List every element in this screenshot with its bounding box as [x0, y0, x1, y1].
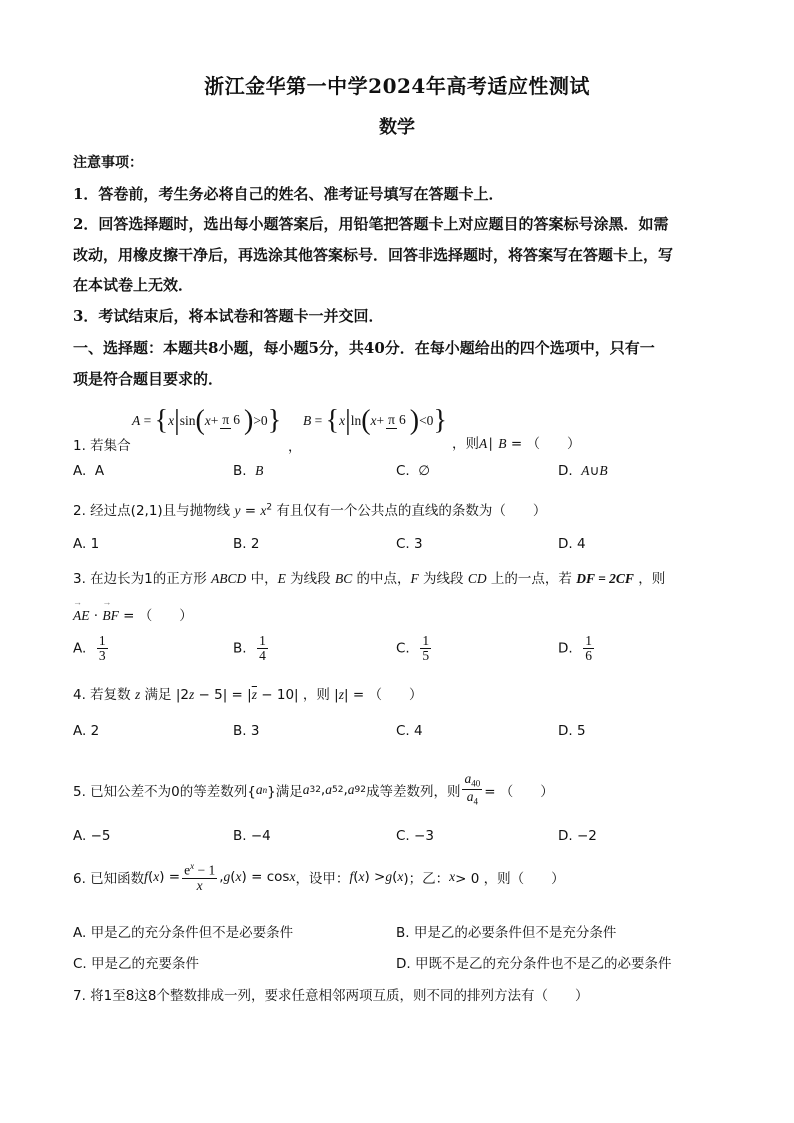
q4-option-b[interactable]: B. 3: [233, 723, 260, 739]
q1-option-c[interactable]: C. ∅: [396, 463, 431, 479]
note-2-line-1: 2．回答选择题时，选出每小题答案后，用铅笔把答题卡上对应题目的答案标号涂黑．如需: [73, 215, 669, 233]
q1-option-a[interactable]: A. A: [73, 463, 105, 479]
q3-option-d[interactable]: D. $\frac{1}{6}$: [558, 633, 593, 664]
question-1-prefix: 1. 若集合: [73, 438, 131, 454]
note-1: 1．答卷前，考生务必将自己的姓名、准考证号填写在答题卡上．: [73, 185, 504, 203]
question-4-stem: 4. 若复数 z 满足 $|2z - 5| = |\overline{z} - 10|$ ，则 |z| = （ ）: [73, 687, 423, 703]
q6-option-b[interactable]: B. 甲是乙的必要条件但不是充分条件: [396, 925, 617, 941]
notes-heading: 注意事项：: [73, 155, 143, 171]
q5-option-a[interactable]: A. −5: [73, 828, 111, 844]
q5-option-d[interactable]: D. −2: [558, 828, 597, 844]
section-heading-line-1: 一、选择题：本题共8小题，每小题5分，共40分．在每小题给出的四个选项中，只有一: [73, 339, 655, 357]
q6-option-c[interactable]: C. 甲是乙的充要条件: [73, 956, 200, 972]
q2-option-b[interactable]: B. 2: [233, 536, 260, 552]
section-heading-line-2: 项是符合题目要求的．: [73, 370, 224, 388]
q5-option-c[interactable]: C. −3: [396, 828, 434, 844]
question-2-stem: 2. 经过点(2,1)且与抛物线 $y = x^2$ 有且仅有一个公共点的直线的条数为（ ）: [73, 502, 547, 519]
q2-option-c[interactable]: C. 3: [396, 536, 423, 552]
question-3-stem-2: → AE · → BF = （ ）: [73, 604, 193, 624]
question-1-comma: ，: [288, 439, 302, 455]
q4-option-c[interactable]: C. 4: [396, 723, 423, 739]
exam-subject: 数学: [379, 117, 415, 138]
set-a-formula: A = { x | sin ( x + π 6 ) >0 }: [132, 405, 282, 436]
q1-option-b[interactable]: B. B: [233, 463, 264, 479]
q5-option-b[interactable]: B. −4: [233, 828, 271, 844]
note-2-line-2: 改动，用橡皮擦干净后，再选涂其他答案标号．回答非选择题时，将答案写在答题卡上，写: [73, 246, 674, 264]
q6-option-d[interactable]: D. 甲既不是乙的充分条件也不是乙的必要条件: [396, 956, 672, 972]
q3-option-a[interactable]: A. $\frac{1}{3}$: [73, 633, 106, 664]
set-b-formula: B = { x | ln ( x + π 6 ) <0 }: [303, 405, 447, 436]
question-6-stem: 6. 已知函数 f ( x ) = $\frac{e^x - 1}{x}$ , g ( x ) = cos x ，设甲： f ( x ) > g ( x )；乙： x > 0 ，则（ ）: [73, 861, 565, 893]
q2-option-a[interactable]: A. 1: [73, 536, 100, 552]
question-1-suffix: ，则A∣ B = （ ）: [452, 436, 581, 452]
q2-option-d[interactable]: D. 4: [558, 536, 586, 552]
q6-option-a[interactable]: A. 甲是乙的充分条件但不是必要条件: [73, 925, 294, 941]
question-5-stem: 5. 已知公差不为0的等差数列{ a n }满足 a 3 2 , a 5 2 , a 9 2 成等差数列，则 $\frac{a_{40}}{a_4}$ = （ ）: [73, 771, 554, 807]
q1-option-d[interactable]: D. A∪B: [558, 463, 608, 479]
q4-option-d[interactable]: D. 5: [558, 723, 586, 739]
question-7-stem: 7. 将1至8这8个整数排成一列，要求任意相邻两项互质，则不同的排列方法有（ ）: [73, 988, 589, 1004]
q3-option-b[interactable]: B. $\frac{1}{4}$: [233, 633, 266, 664]
question-3-stem: 3. 在边长为1的正方形 ABCD 中，E 为线段 BC 的中点，F 为线段 CD 上的一点，若 DF = 2CF ，则: [73, 571, 666, 587]
note-3: 3．考试结束后，将本试卷和答题卡一并交回．: [73, 307, 384, 325]
q4-option-a[interactable]: A. 2: [73, 723, 100, 739]
exam-title: 浙江金华第一中学2024年高考适应性测试: [204, 74, 590, 98]
q3-option-c[interactable]: C. $\frac{1}{5}$: [396, 633, 430, 664]
note-2-line-3: 在本试卷上无效．: [73, 276, 194, 294]
